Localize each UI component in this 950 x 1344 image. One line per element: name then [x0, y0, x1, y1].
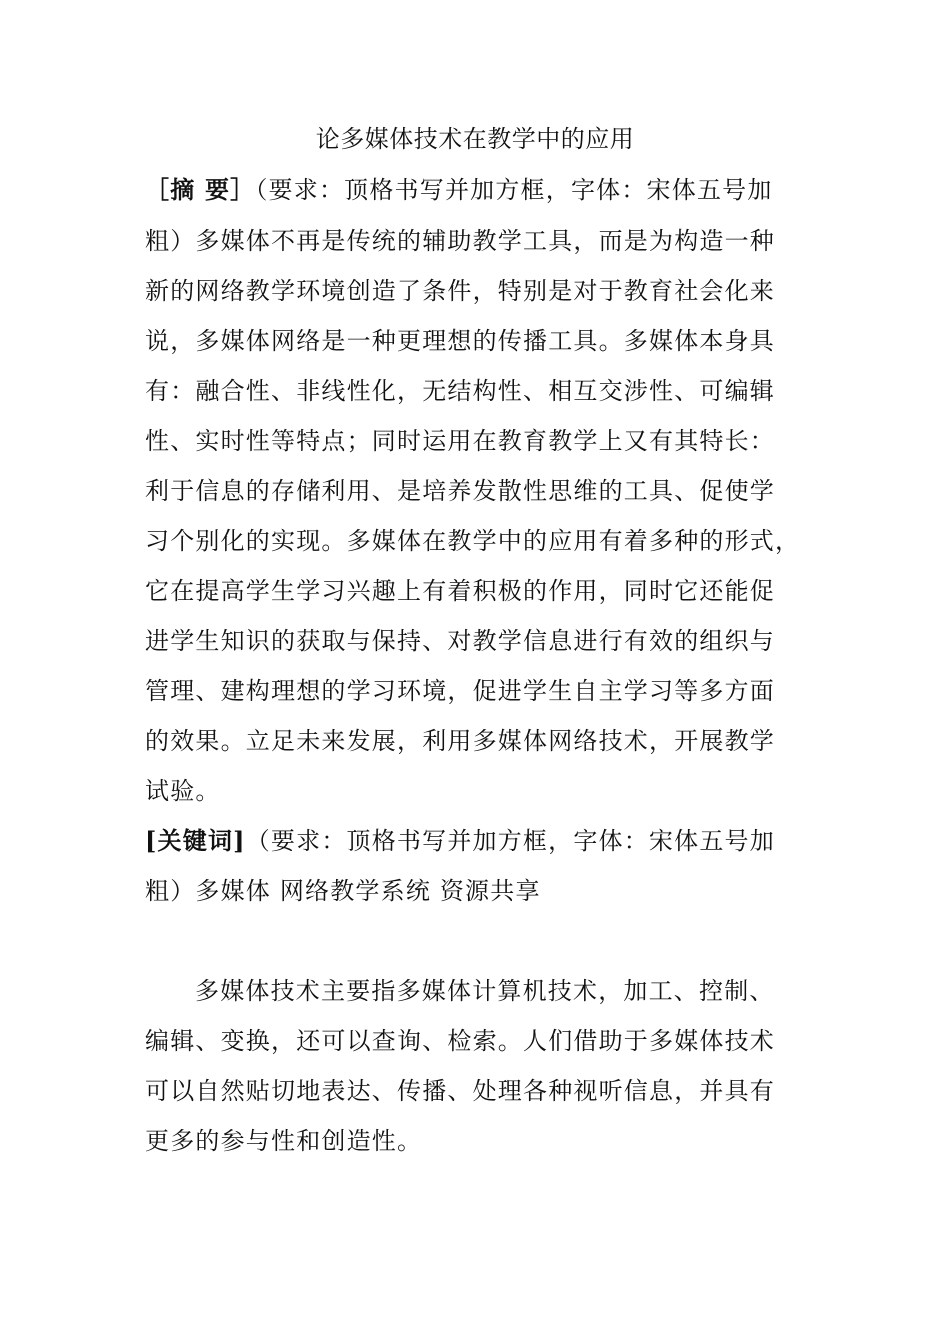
abstract-line-10: 进学生知识的获取与保持、对教学信息进行有效的组织与: [145, 627, 775, 655]
abstract-line-9: 它在提高学生学习兴趣上有着积极的作用，同时它还能促: [145, 577, 775, 605]
document-title: 论多媒体技术在教学中的应用: [315, 125, 635, 153]
abstract-line-4: 说，多媒体网络是一种更理想的传播工具。多媒体本身具: [145, 327, 775, 355]
abstract-line-8: 习个别化的实现。多媒体在教学中的应用有着多种的形式，: [145, 527, 801, 555]
abstract-label: ［摘 要］: [145, 175, 256, 204]
body-line-4: 更多的参与性和创造性。: [145, 1127, 423, 1155]
keywords-line-1: [145, 824, 835, 858]
abstract-line-6: 性、实时性等特点；同时运用在教育教学上又有其特长：: [145, 427, 775, 455]
keywords-line-2: 粗）多媒体 网络教学系统 资源共享: [145, 877, 541, 905]
abstract-line-12: 的效果。立足未来发展，利用多媒体网络技术，开展教学: [145, 727, 775, 755]
abstract-text: （要求：顶格书写并加方框，字体：宋体五号加: [255, 176, 773, 204]
abstract-line-2: 粗）多媒体不再是传统的辅助教学工具，而是为构造一种: [145, 227, 775, 255]
abstract-line-1: [145, 173, 835, 207]
keywords-text: （要求：顶格书写并加方框，字体：宋体五号加: [245, 827, 775, 855]
body-line-2: 编辑、变换，还可以查询、检索。人们借助于多媒体技术: [145, 1027, 775, 1055]
abstract-line-5: 有：融合性、非线性化，无结构性、相互交涉性、可编辑: [145, 377, 775, 405]
abstract-line-7: 利于信息的存储利用、是培养发散性思维的工具、促使学: [145, 477, 775, 505]
abstract-line-3: 新的网络教学环境创造了条件，特别是对于教育社会化来: [145, 277, 775, 305]
abstract-line-13: 试验。: [145, 777, 221, 805]
body-line-3: 可以自然贴切地表达、传播、处理各种视听信息，并具有: [145, 1077, 775, 1105]
keywords-label: [关键词]: [145, 826, 246, 855]
body-line-1: 多媒体技术主要指多媒体计算机技术，加工、控制、: [195, 977, 775, 1005]
abstract-line-11: 管理、建构理想的学习环境，促进学生自主学习等多方面: [145, 677, 775, 705]
